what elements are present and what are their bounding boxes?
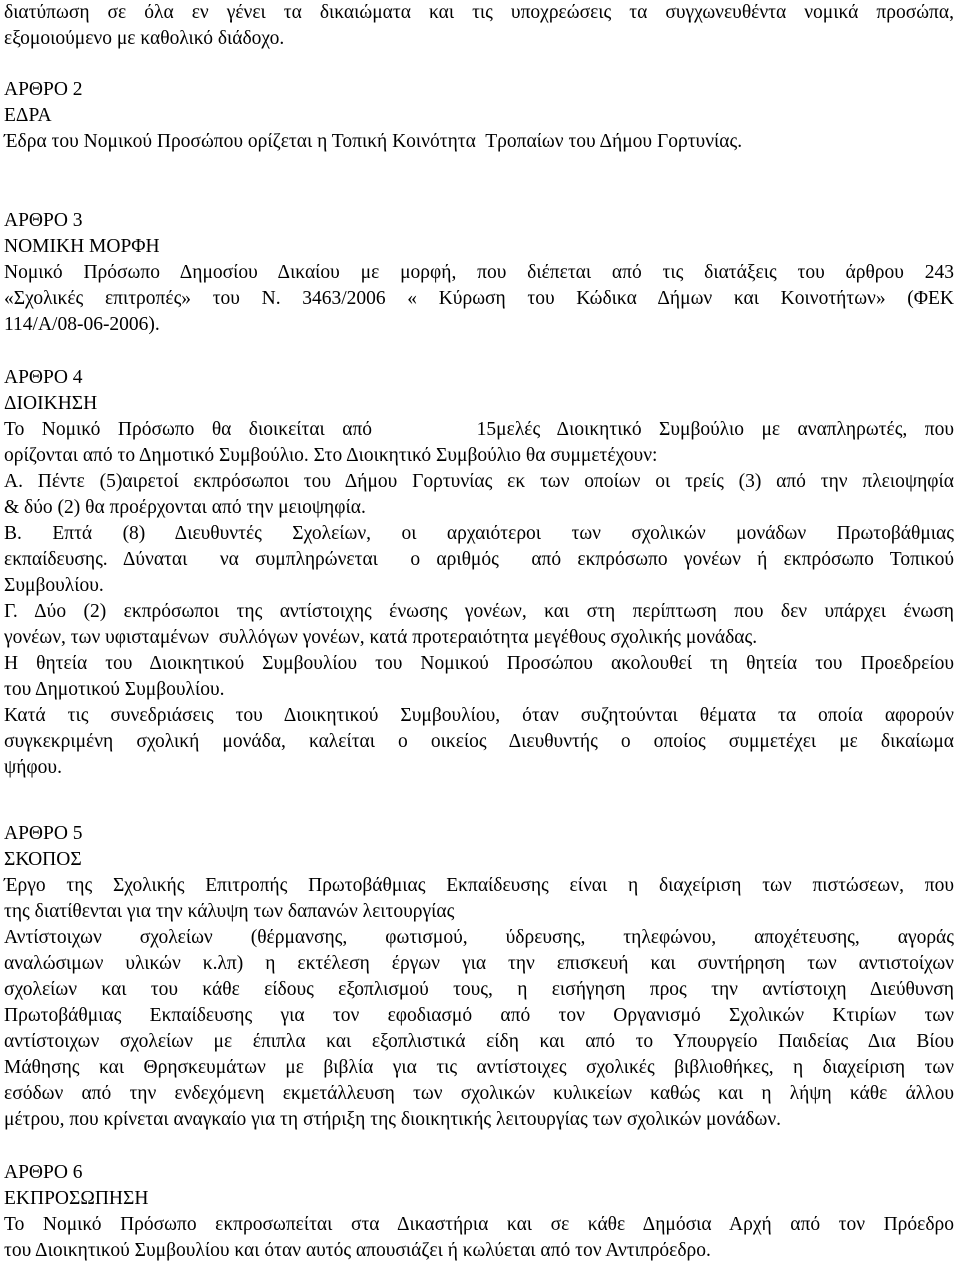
article-6-line-2: του Διοικητικού Συμβουλίου και όταν αυτός απουσιάζει ή κωλύεται από τον Αντιπρόεδρο. [4, 1240, 711, 1261]
article-2-line-1: Έδρα του Νομικού Προσώπου ορίζεται η Τοπική Κοινότητα Τροπαίων του Δήμου Γορτυνίας. [4, 131, 743, 152]
article-5-line-4: αναλώσιμων υλικών κ.λπ) η εκτέλεση έργων για την επισκευή και συντήρηση των αντιστοίχων [4, 953, 954, 974]
article-5-line-9: εσόδων από την ενδεχόμενη εκμετάλλευση των σχολικών κυλικείων καθώς και η λήψη κάθε άλλου [4, 1083, 954, 1104]
article-4-line-13: συγκεκριμένη σχολική μονάδα, καλείται ο οικείος Διευθυντής ο οποίος συμμετέχει με δικαίωμα [4, 731, 954, 752]
article-6-line-1: Το Νομικό Πρόσωπο εκπροσωπείται στα Δικαστήρια και σε κάθε Δημόσια Αρχή από τον Πρόεδρο [4, 1214, 954, 1235]
article-5-line-1: Έργο της Σχολικής Επιτροπής Πρωτοβάθμιας Εκπαίδευσης είναι η διαχείριση των πιστώσεων, που [4, 875, 954, 896]
article-5-line-5: σχολείων και του κάθε είδους εξοπλισμού τους, η εισήγηση προς την αντίστοιχη Διεύθυνση [4, 979, 954, 1000]
article-5-title: ΣΚΟΠΟΣ [4, 849, 82, 870]
article-5-line-2: της διατίθενται για την κάλυψη των δαπανών λειτουργίας [4, 901, 455, 922]
article-2-title: ΕΔΡΑ [4, 105, 52, 126]
article-6-number: ΑΡΘΡΟ 6 [4, 1162, 83, 1183]
article-6-title: ΕΚΠΡΟΣΩΠΗΣΗ [4, 1188, 149, 1209]
article-5-line-3: Αντίστοιχων σχολείων (θέρμανσης, φωτισμού, ύδρευσης, τηλεφώνου, αποχέτευσης, αγοράς [4, 927, 954, 948]
article-3-line-2: «Σχολικές επιτροπές» του Ν. 3463/2006 « Κύρωση του Κώδικα Δήμων και Κοινοτήτων» (ΦΕΚ [4, 288, 954, 309]
article-4-title: ΔΙΟΙΚΗΣΗ [4, 393, 98, 414]
article-4-line-5: Β. Επτά (8) Διευθυντές Σχολείων, οι αρχαιότεροι των σχολικών μονάδων Πρωτοβάθμιας [4, 523, 954, 544]
article-5-number: ΑΡΘΡΟ 5 [4, 823, 83, 844]
article-4-line-2: ορίζονται από το Δημοτικό Συμβούλιο. Στο Διοικητικό Συμβούλιο θα συμμετέχουν: [4, 445, 658, 466]
article-5-line-8: Μάθησης και Θρησκευμάτων με βιβλία για τις αντίστοιχες σχολικές βιβλιοθήκες, η διαχείριση των [4, 1057, 954, 1078]
article-4-line-3: Α. Πέντε (5)αιρετοί εκπρόσωποι του Δήμου Γορτυνίας εκ των οποίων οι τρείς (3) από την πλειοψηφία [4, 471, 954, 492]
article-5-line-10: μέτρου, που κρίνεται αναγκαίο για τη στήριξη της διοικητικής λειτουργίας των σχολικών μονάδων. [4, 1109, 782, 1130]
article-4-line-1: Το Νομικό Πρόσωπο θα διοικείται από 15μελές Διοικητικό Συμβούλιο με αναπληρωτές, που [4, 419, 954, 440]
intro-line-1: διατύπωση σε όλα εν γένει τα δικαιώματα και τις υποχρεώσεις τα συγχωνευθέντα νομικά προσώπα, [4, 2, 954, 23]
article-3-line-3: 114/Α/08-06-2006). [4, 314, 160, 335]
article-5-line-6: Πρωτοβάθμιας Εκπαίδευσης για τον εφοδιασμό από τον Οργανισμό Σχολικών Κτιρίων των [4, 1005, 954, 1026]
article-4-line-6: εκπαίδευσης. Δύναται να συμπληρώνεται ο αριθμός από εκπρόσωπο γονέων ή εκπρόσωπο Τοπικού [4, 549, 954, 570]
article-3-number: ΑΡΘΡΟ 3 [4, 210, 83, 231]
article-4-line-10: Η θητεία του Διοικητικού Συμβουλίου του Νομικού Προσώπου ακολουθεί τη θητεία του Προεδρείου [4, 653, 954, 674]
intro-line-2: εξομοιούμενο με καθολικό διάδοχο. [4, 28, 285, 49]
article-2-number: ΑΡΘΡΟ 2 [4, 79, 83, 100]
article-3-line-1: Νομικό Πρόσωπο Δημοσίου Δικαίου με μορφή, που διέπεται από τις διατάξεις του άρθρου 243 [4, 262, 954, 283]
article-4-line-11: του Δημοτικού Συμβουλίου. [4, 679, 225, 700]
article-4-line-14: ψήφου. [4, 757, 62, 778]
article-4-line-7: Συμβουλίου. [4, 575, 104, 596]
article-4-number: ΑΡΘΡΟ 4 [4, 367, 83, 388]
article-4-line-12: Κατά τις συνεδριάσεις του Διοικητικού Συμβουλίου, όταν συζητούνται θέματα τα οποία αφορούν [4, 705, 954, 726]
article-4-line-4: & δύο (2) θα προέρχονται από την μειοψηφία. [4, 497, 366, 518]
article-4-line-8: Γ. Δύο (2) εκπρόσωποι της αντίστοιχης ένωσης γονέων, και στη περίπτωση που δεν υπάρχει ένωση [4, 601, 954, 622]
article-4-line-9: γονέων, των υφισταμένων συλλόγων γονέων, κατά προτεραιότητα μεγέθους σχολικής μονάδας. [4, 627, 758, 648]
article-3-title: ΝΟΜΙΚΗ ΜΟΡΦΗ [4, 236, 160, 257]
article-5-line-7: αντίστοιχων σχολείων με έπιπλα και εξοπλιστικά είδη και από το Υπουργείο Παιδείας Δια Βίου [4, 1031, 954, 1052]
